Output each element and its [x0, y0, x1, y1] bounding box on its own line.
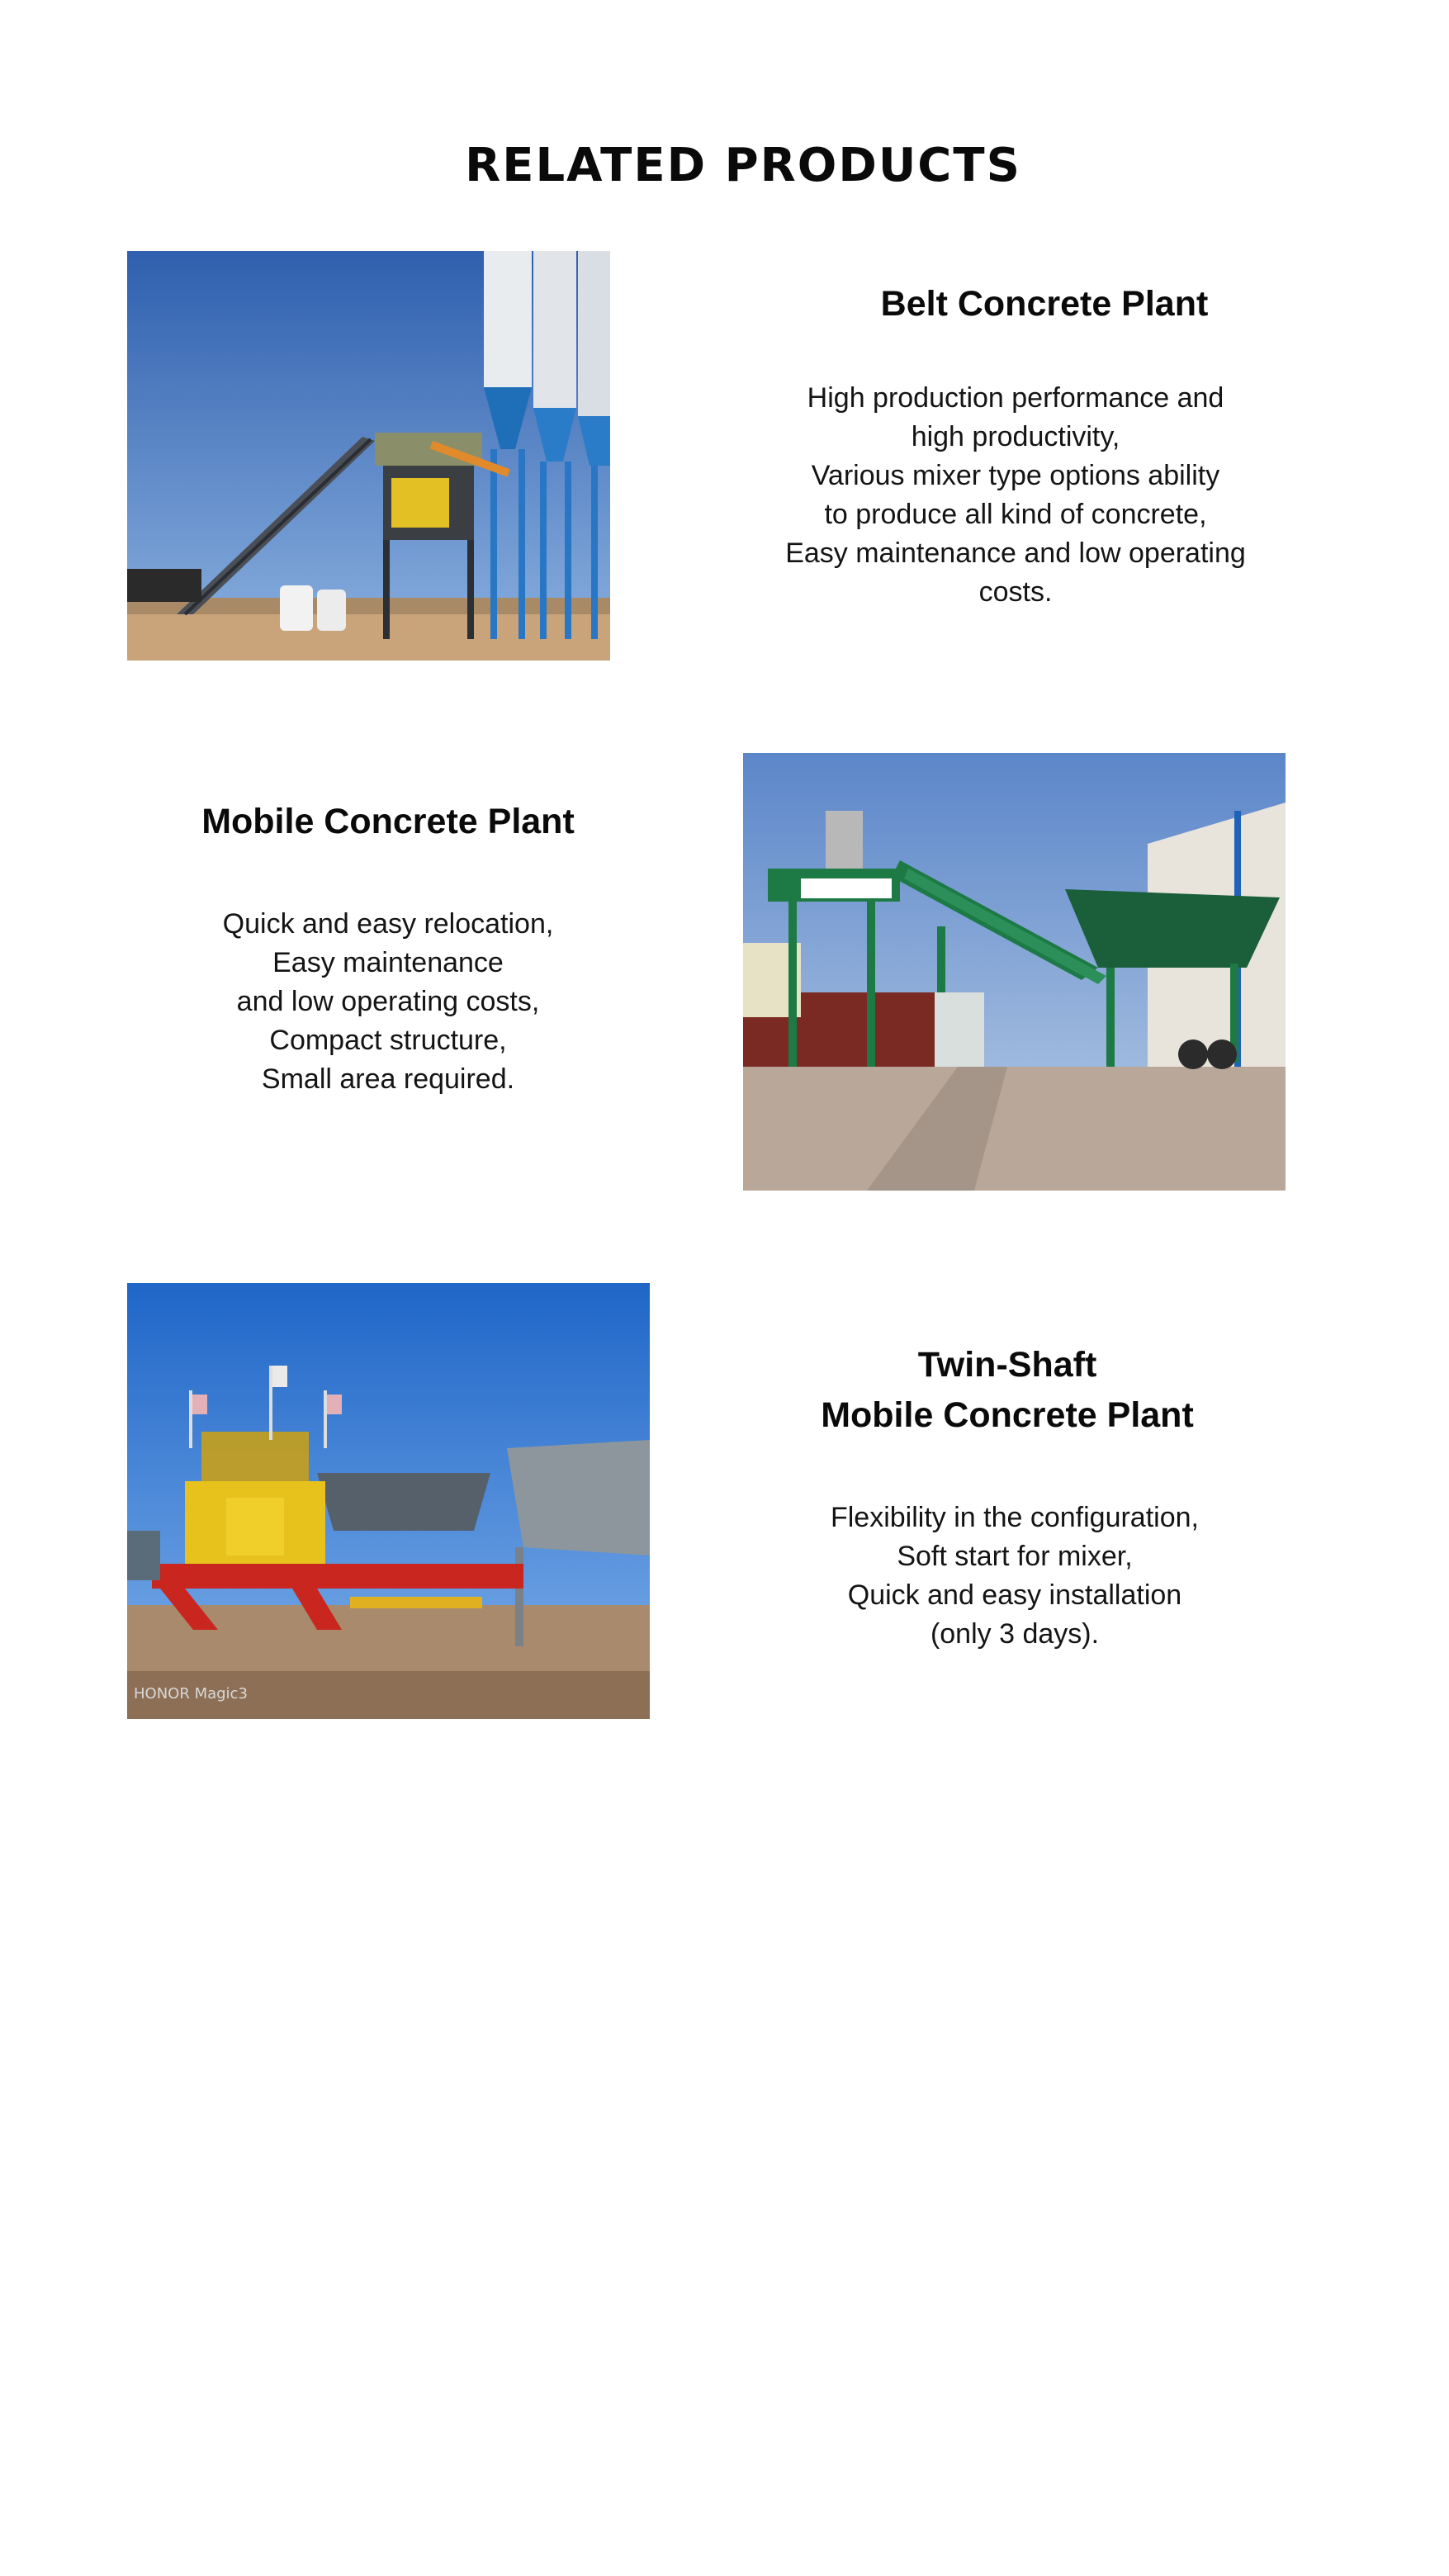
description-line: Flexibility in the configuration, [830, 1502, 1199, 1533]
description-line: Easy maintenance [272, 947, 504, 978]
belt-concrete-plant-photo [127, 251, 610, 661]
description-line: Quick and easy relocation, [222, 908, 554, 940]
product-description [758, 1499, 1271, 1654]
photo-watermark: HONOR Magic3 [134, 1685, 248, 1702]
page-title: RELATED PRODUCTS [465, 139, 1021, 192]
product-name-line: Mobile Concrete Plant [201, 802, 575, 841]
product-name [140, 797, 636, 847]
description-line: (only 3 days). [930, 1618, 1100, 1650]
product-name-line: Belt Concrete Plant [880, 284, 1209, 324]
product-name-line: Mobile Concrete Plant [821, 1395, 1194, 1435]
description-line: Various mixer type options ability [811, 460, 1220, 491]
description-line: and low operating costs, [236, 986, 540, 1017]
product-description [140, 905, 636, 1099]
description-line: Quick and easy installation [847, 1579, 1182, 1611]
description-line: Compact structure, [269, 1025, 507, 1056]
description-line: high productivity, [911, 421, 1120, 452]
product-name [743, 1340, 1271, 1441]
description-line: costs. [978, 576, 1053, 608]
description-line: High production performance and [807, 382, 1224, 414]
twin-shaft-mobile-concrete-plant-text [743, 1340, 1271, 1654]
belt-concrete-plant-text [735, 279, 1296, 612]
product-name [793, 279, 1296, 329]
mobile-concrete-plant-text [140, 797, 636, 1099]
description-line: Easy maintenance and low operating [785, 537, 1246, 569]
twin-shaft-mobile-concrete-plant-photo [127, 1283, 650, 1719]
product-name-line: Twin-Shaft [917, 1345, 1097, 1385]
description-line: to produce all kind of concrete, [824, 499, 1207, 530]
description-line: Small area required. [261, 1063, 515, 1095]
description-line: Soft start for mixer, [897, 1541, 1133, 1572]
mobile-concrete-plant-photo [743, 753, 1286, 1191]
product-description [735, 379, 1296, 612]
